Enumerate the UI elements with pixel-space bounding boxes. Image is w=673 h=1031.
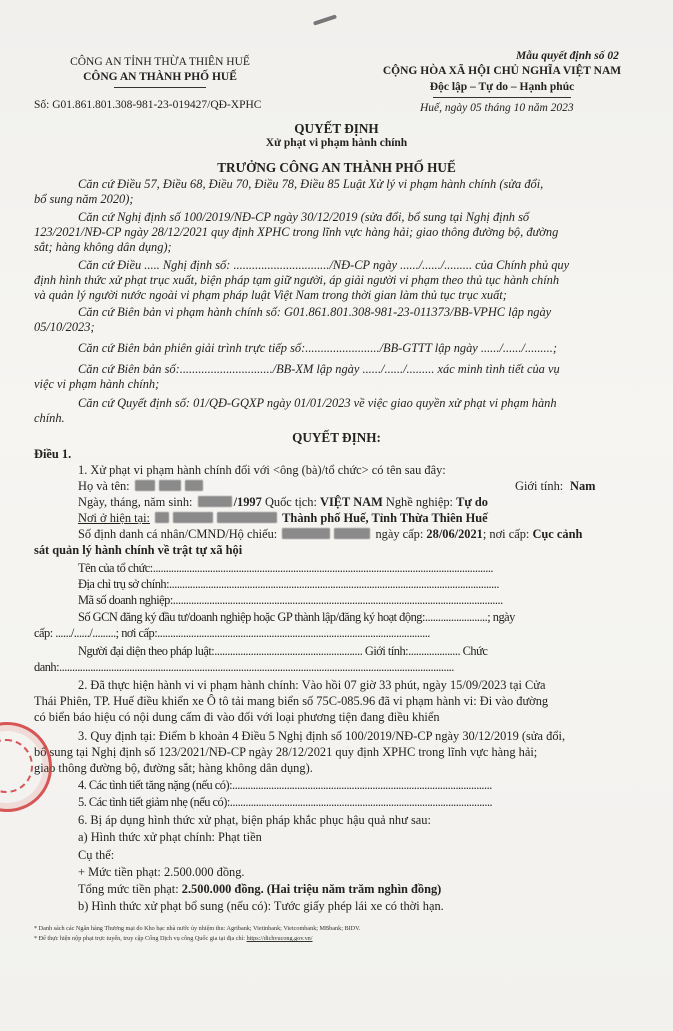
total-fine-row [34, 882, 673, 897]
id-place-label: ; nơi cấp: [482, 527, 530, 541]
mitigating-line: 5. Các tình tiết giảm nhẹ (nếu có):..................................................................................................... [78, 795, 493, 809]
basis-line: Căn cứ Quyết định số: 01/QĐ-GQXP ngày 01/01/2023 về việc giao quyền xử phạt vi phạm hành [78, 396, 557, 410]
job-value: Tự do [456, 495, 488, 509]
agency-name: CÔNG AN THÀNH PHỐ HUẾ [83, 71, 237, 83]
form-number: Mẫu quyết định số 02 [516, 50, 619, 62]
article-heading: Điều 1. [34, 447, 72, 461]
basis-line: bổ sung năm 2020); [34, 192, 134, 206]
gender-value: Nam [570, 479, 596, 493]
document-subtitle: Xử phạt vi phạm hành chính [265, 137, 408, 149]
legal-rep-line: Người đại diện theo pháp luật:......................................................... Giới tính:.................... Chức [78, 644, 488, 658]
residence-row [34, 511, 673, 526]
penalty-heading: 6. Bị áp dụng hình thức xử phạt, biện pháp khắc phục hậu quả như sau: [78, 813, 431, 827]
regulation-line: giao thông đường bộ, đường sắt; hàng không dân dụng). [34, 761, 313, 775]
aggravating-line: 4. Các tình tiết tăng nặng (nếu có):.................................................................................................... [78, 778, 492, 792]
id-issue-date: 28/06/2021 [426, 527, 483, 541]
agency-parent: CÔNG AN TỈNH THỪA THIÊN HUẾ [70, 56, 250, 68]
basis-line: 123/2021/NĐ-CP ngày 28/12/2021 quy định XPHC trong lĩnh vực hàng hải; giao thông đường bộ, đường [34, 225, 559, 239]
violation-act-line: có biển báo hiệu có nội dung cấm đi vào đối với loại phương tiện đang điều khiển [34, 710, 440, 724]
org-license-line: Số GCN đăng ký đầu tư/doanh nghiệp hoặc GP thành lập/đăng ký hoạt động:........................; ngày [78, 610, 515, 624]
basis-line: Căn cứ Nghị định số 100/2019/NĐ-CP ngày 30/12/2019 (sửa đổi, bổ sung tại Nghị định số [78, 210, 530, 224]
basis-line: và quản lý người nước ngoài vi phạm pháp luật Việt Nam trong thời gian làm thủ tục trục xuất; [34, 288, 507, 302]
total-fine-label: Tổng mức tiền phạt: [78, 882, 179, 896]
id-issue-label: ngày cấp: [375, 527, 424, 541]
job-label: Nghề nghiệp: [385, 495, 453, 509]
org-code-line: Mã số doanh nghiệp:............................................................................................................................... [78, 593, 503, 607]
nationality-label: Quốc tịch: [264, 495, 317, 509]
document-title: QUYẾT ĐỊNH [294, 121, 379, 136]
basis-line: chính. [34, 411, 65, 425]
basis-line: việc vi phạm hành chính; [34, 377, 160, 391]
redacted-id [334, 528, 370, 539]
gender-label: Giới tính: [515, 479, 564, 493]
basis-line: Căn cứ Điều ..... Nghị định số: .............................../NĐ-CP ngày ....../....../......... của Chính phủ quy [78, 258, 570, 272]
decision-heading: QUYẾT ĐỊNH: [292, 430, 381, 445]
name-label: Họ và tên: [78, 479, 130, 493]
org-name-line: Tên của tổ chức:................................................................................................................................... [78, 561, 494, 575]
redacted-dob [198, 496, 232, 507]
redacted-address [173, 512, 213, 523]
residence-label: Nơi ở hiện tại: [78, 511, 150, 525]
document-number: Số: G01.861.801.308-981-23-019427/QĐ-XPHC [34, 99, 262, 111]
pen-mark [313, 14, 337, 25]
id-place-value: Cục cảnh [532, 527, 583, 541]
decision-item-1: 1. Xử phạt vi phạm hành chính đối với <ông (bà)/tổ chức> có tên sau đây: [78, 463, 446, 477]
basis-line: 05/10/2023; [34, 320, 95, 334]
dob-year: /1997 [233, 495, 262, 509]
name-row [34, 479, 673, 494]
violation-act-line: 2. Đã thực hiện hành vi vi phạm hành chính: Vào hồi 07 giờ 33 phút, ngày 15/09/2023 tại Cửa [78, 678, 546, 692]
redacted-id [282, 528, 330, 539]
place-date: Huế, ngày 05 tháng 10 năm 2023 [420, 102, 574, 114]
basis-line: định hình thức xử phạt trục xuất, biện pháp tạm giữ người, áp giải người vi phạm theo thủ tục hành chính [34, 273, 560, 287]
national-motto: Độc lập – Tự do – Hạnh phúc [429, 81, 575, 93]
regulation-line: 3. Quy định tại: Điểm b khoản 4 Điều 5 Nghị định số 100/2019/NĐ-CP ngày 30/12/2019 (sửa đổi, [78, 729, 566, 743]
basis-line: Căn cứ Điều 57, Điều 68, Điều 70, Điều 78, Điều 85 Luật Xử lý vi phạm hành chính (sửa đổi, [78, 177, 544, 191]
basis-line: Căn cứ Biên bản vi phạm hành chính số: G01.861.801.308-981-23-011373/BB-VPHC lập ngày [78, 305, 552, 319]
redacted-name [159, 480, 181, 491]
additional-penalty: b) Hình thức xử phạt bổ sung (nếu có): Tước giấy phép lái xe có thời hạn. [78, 899, 444, 913]
id-row [34, 527, 673, 542]
issuer-title: TRƯỞNG CÔNG AN THÀNH PHỐ HUẾ [217, 160, 456, 175]
dob-label: Ngày, tháng, năm sinh: [78, 495, 193, 509]
id-label: Số định danh cá nhân/CMND/Hộ chiếu: [78, 527, 278, 541]
fine-amount: + Mức tiền phạt: 2.500.000 đồng. [78, 865, 245, 879]
footnote-banks: * Danh sách các Ngân hàng Thương mại do Kho bạc nhà nước ủy nhiệm thu: Agribank; Vietinbank; Vietcombank; MBbank; BIDV. [34, 925, 361, 932]
legal-rep-title-line: danh:........................................................................................................................................................ [34, 660, 454, 674]
nationality-value: VIỆT NAM [320, 495, 383, 509]
agency-underline [114, 87, 206, 88]
redacted-name [185, 480, 203, 491]
basis-line: sắt; hàng không dân dụng); [34, 240, 172, 254]
footnote-online-payment [34, 935, 313, 942]
regulation-line: bổ sung tại Nghị định số 123/2021/NĐ-CP ngày 28/12/2021 quy định XPHC trong lĩnh vực hàng hải; [34, 745, 538, 759]
main-penalty: a) Hình thức xử phạt chính: Phạt tiền [78, 830, 262, 844]
redacted-name [135, 480, 155, 491]
basis-line: Căn cứ Biên bản phiên giải trình trực tiếp số:......................../BB-GTTT lập ngày ....../....../.........; [78, 341, 557, 355]
public-service-link[interactable]: https://dichvucong.gov.vn/ [246, 935, 313, 942]
org-license-issue-line: cấp: ....../....../.........; nơi cấp:......................................................................................................... [34, 626, 430, 640]
total-fine-value: 2.500.000 đồng. (Hai triệu năm trăm nghìn đồng) [181, 882, 442, 896]
redacted-address [155, 512, 169, 523]
penalty-detail-label: Cụ thể: [78, 848, 115, 862]
footnote-online-text: * Để thực hiện nộp phạt trực tuyến, truy cập Cổng Dịch vụ công Quốc gia tại địa chỉ: [34, 935, 247, 942]
dob-row [34, 495, 673, 510]
violation-act-line: Thái Phiên, TP. Huế điều khiển xe Ô tô tải mang biển số 75C-085.96 đã vi phạm hành vi: Đi vào đường [34, 694, 549, 708]
nation-title: CỘNG HÒA XÃ HỘI CHỦ NGHĨA VIỆT NAM [382, 65, 622, 77]
basis-line: Căn cứ Biên bản số:............................../BB-XM lập ngày ....../....../......... xác minh tình tiết của vụ [78, 362, 560, 376]
residence-value: Thành phố Huế, Tỉnh Thừa Thiên Huế [282, 511, 488, 525]
motto-underline [433, 97, 571, 98]
id-place-continued: sát quản lý hành chính về trật tự xã hội [34, 543, 243, 557]
redacted-address [217, 512, 277, 523]
org-address-line: Địa chỉ trụ sở chính:............................................................................................................................... [78, 577, 499, 591]
